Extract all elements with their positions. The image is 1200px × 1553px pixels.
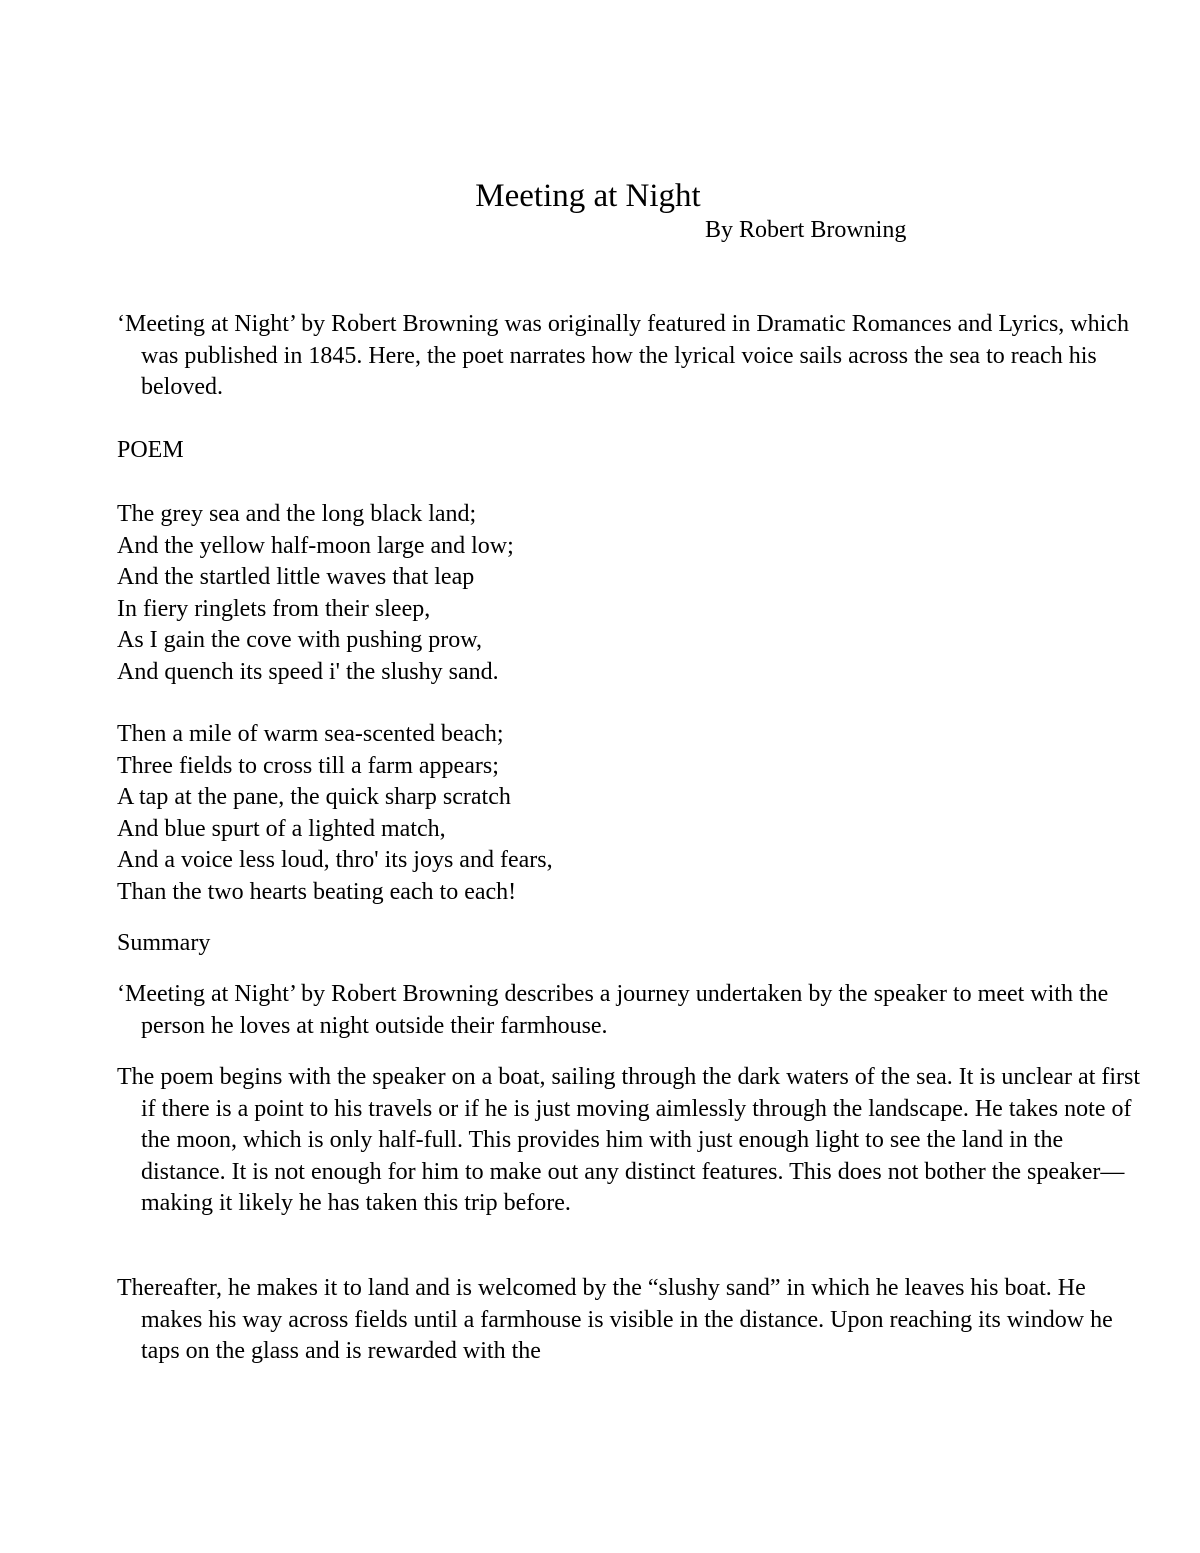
author-byline: By Robert Browning — [705, 217, 907, 243]
poem-stanza-1 — [117, 499, 1117, 688]
intro-paragraph: ‘Meeting at Night’ by Robert Browning was originally featured in Dramatic Romances and Lyrics, which was published in 1845. Here, the poet narrates how the lyrical voice sails across the sea to reach his beloved. — [117, 311, 1129, 400]
poem-line: In fiery ringlets from their sleep, — [117, 595, 431, 622]
poem-stanza-2 — [117, 719, 1117, 908]
poem-heading: POEM — [117, 437, 184, 463]
poem-line: And quench its speed i' the slushy sand. — [117, 658, 499, 685]
poem-line: Then a mile of warm sea-scented beach; — [117, 721, 504, 747]
document-title: Meeting at Night — [475, 178, 701, 214]
summary-heading: Summary — [117, 930, 211, 956]
poem-line: And blue spurt of a lighted match, — [117, 815, 446, 842]
poem-line: Than the two hearts beating each to each! — [117, 878, 517, 905]
poem-line: As I gain the cove with pushing prow, — [117, 627, 483, 653]
poem-line: Three fields to cross till a farm appears; — [117, 752, 499, 779]
poem-line: And the startled little waves that leap — [117, 564, 475, 590]
poem-line: And a voice less loud, thro' its joys and fears, — [117, 847, 553, 873]
poem-line: A tap at the pane, the quick sharp scratch — [117, 784, 511, 810]
summary-paragraph: Thereafter, he makes it to land and is welcomed by the “slushy sand” in which he leaves his boat. He makes his way across fields until a farmhouse is visible in the distance. Upon reaching its window he taps on the glass and is rewarded with the — [117, 1275, 1113, 1364]
summary-paragraph: The poem begins with the speaker on a boat, sailing through the dark waters of the sea. It is unclear at first if there is a point to his travels or if he is just moving aimlessly through the landscape. He takes note of the moon, which is only half-full. This provides him with just enough light to see the land in the distance. It is not enough for him to make out any distinct features. This does not bother the speaker—making it likely he has taken this trip before. — [117, 1064, 1141, 1216]
poem-line: The grey sea and the long black land; — [117, 501, 477, 527]
poem-line: And the yellow half-moon large and low; — [117, 532, 514, 559]
summary-paragraph: ‘Meeting at Night’ by Robert Browning describes a journey undertaken by the speaker to meet with the person he loves at night outside their farmhouse. — [117, 981, 1109, 1039]
